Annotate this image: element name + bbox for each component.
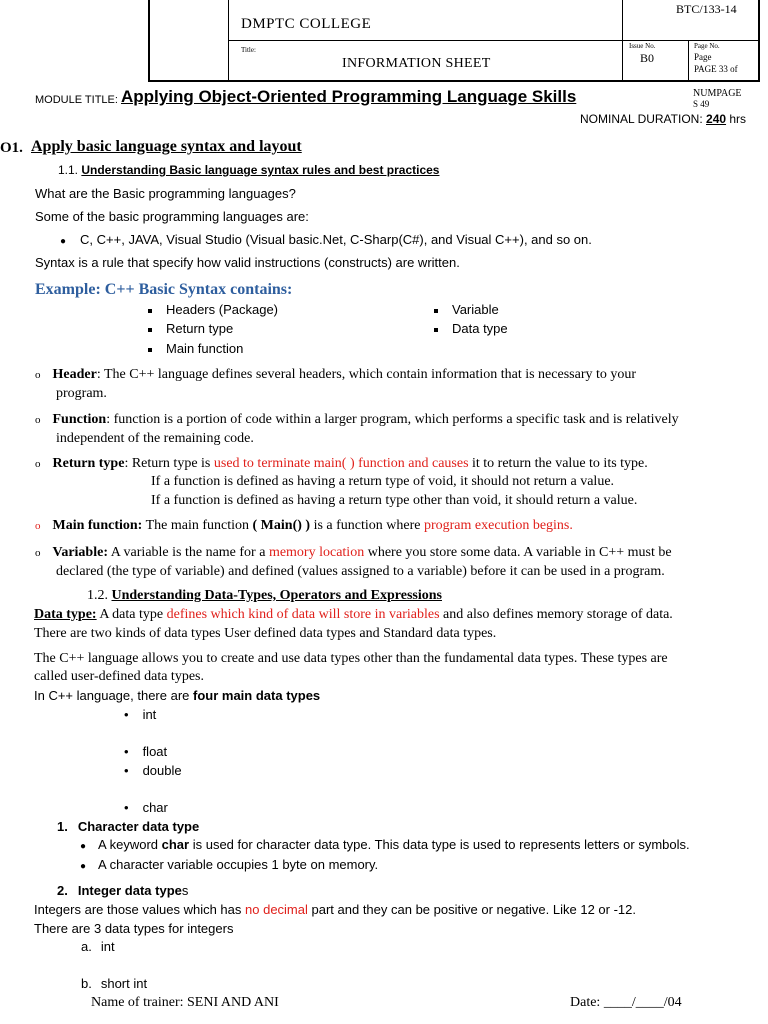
issue-label: Issue No.: [629, 42, 656, 50]
int-item-a: a. int: [81, 939, 115, 954]
type-item: • float: [124, 744, 168, 759]
syntax-text: Syntax is a rule that specify how valid instructions (constructs) are written.: [35, 255, 460, 270]
title-label: Title:: [241, 46, 256, 54]
type-item: • char: [124, 800, 168, 815]
module-title: Applying Object-Oriented Programming Language Skills: [121, 87, 577, 106]
section-number: O1.: [0, 140, 23, 156]
def-header-line2: program.: [56, 386, 107, 401]
list-item: Variable: [434, 300, 499, 319]
type-item: • double: [124, 763, 182, 778]
int-count-text: There are 3 data types for integers: [34, 921, 234, 936]
char-heading: 1. Character data type: [57, 819, 200, 834]
data-type-line2: There are two kinds of data types User defined data types and Standard data types.: [34, 626, 497, 641]
intro-text: Some of the basic programming languages are:: [35, 209, 309, 224]
user-defined-line1: The C++ language allows you to create and use data types other than the fundamental data types. These types are: [34, 651, 668, 666]
page-label: Page No.: [694, 42, 720, 50]
int-heading: 2. Integer data types: [57, 883, 189, 898]
char-bullet-1: ● A keyword char is used for character data type. This data type is used to represents letters or symbols.: [80, 837, 690, 852]
four-types-text: In C++ language, there are four main data types: [34, 688, 321, 703]
list-item: Headers (Package): [148, 300, 278, 319]
user-defined-line2: called user-defined data types.: [34, 669, 204, 684]
sheet-title: INFORMATION SHEET: [342, 56, 491, 71]
char-bullet-2: ● A character variable occupies 1 byte on memory.: [80, 857, 379, 872]
question-text: What are the Basic programming languages?: [35, 186, 296, 201]
def-function: o Function: function is a portion of code within a larger program, which performs a specific task and is relatively: [35, 412, 679, 427]
int-description: Integers are those values which has no decimal part and they can be positive or negative. Like 12 or -12.: [34, 902, 636, 917]
def-variable: o Variable: A variable is the name for a memory location where you store some data. A variable in C++ must be: [35, 545, 672, 560]
data-type-def: Data type: A data type defines which kind of data will store in variables and also defines memory storage of data.: [34, 607, 673, 622]
def-return-type: o Return type: Return type is used to terminate main( ) function and causes it to return the value to its type.: [35, 456, 648, 471]
list-item: Return type: [148, 319, 233, 338]
languages-item: ● C, C++, JAVA, Visual Studio (Visual basic.Net, C-Sharp(C#), and Visual C++), and so on.: [60, 232, 592, 247]
def-header: o Header: The C++ language defines several headers, which contain information that is necessary to your: [35, 367, 637, 382]
date-field: Date: ____/____/04: [570, 995, 682, 1010]
example-heading: Example: C++ Basic Syntax contains:: [35, 281, 293, 298]
doc-code: BTC/133-14: [676, 2, 737, 16]
def-variable-line2: declared (the type of variable) and defined (values assigned to a variable) before it can be used in a program.: [56, 564, 665, 579]
numpage: NUMPAGE: [693, 88, 742, 99]
def-function-line2: independent of the remaining code.: [56, 431, 254, 446]
def-return-line2: If a function is defined as having a return type of void, it should not return a value.: [151, 474, 615, 489]
nominal-duration: NOMINAL DURATION: 240 hrs: [580, 112, 747, 126]
list-item: Data type: [434, 319, 508, 338]
type-item: • int: [124, 707, 157, 722]
numpage2: S 49: [693, 99, 710, 109]
section-title: Apply basic language syntax and layout: [31, 138, 302, 155]
college-name: DMPTC COLLEGE: [241, 16, 372, 32]
issue-value: B0: [640, 51, 655, 65]
list-item: Main function: [148, 339, 243, 358]
subsection-1-1: 1.1. Understanding Basic language syntax rules and best practices: [58, 163, 440, 177]
def-return-line3: If a function is defined as having a return type other than void, it should return a value.: [151, 493, 638, 508]
page-line2: PAGE 33 of: [694, 64, 738, 74]
page-line1: Page: [694, 52, 712, 62]
subsection-1-2: 1.2. Understanding Data-Types, Operators and Expressions: [87, 588, 442, 603]
module-label: MODULE TITLE:: [35, 94, 118, 106]
int-item-b: b. short int: [81, 976, 148, 991]
trainer-name: Name of trainer: SENI AND ANI: [91, 995, 279, 1010]
def-main-function: o Main function: The main function ( Main() ) is a function where program execution begins.: [35, 518, 573, 533]
